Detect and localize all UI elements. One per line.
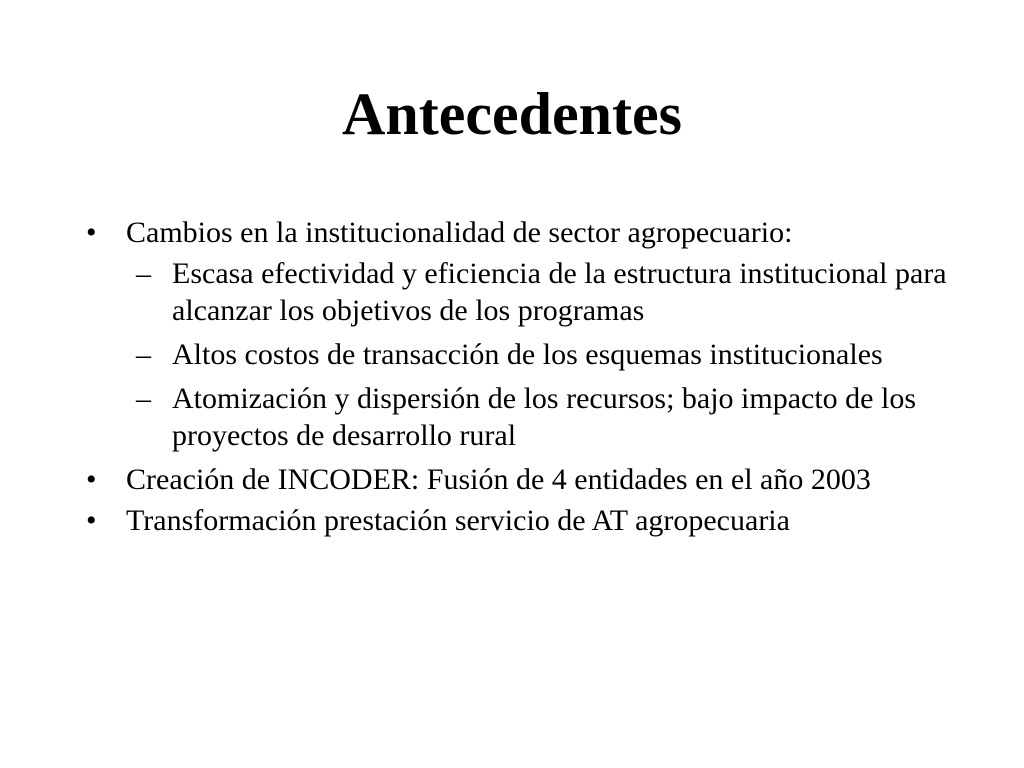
sub-item-atomizacion	[86, 380, 966, 454]
dash-icon: –	[136, 338, 151, 371]
bullet-item-institucionalidad	[86, 214, 966, 251]
slide-title: Antecedentes	[342, 81, 682, 147]
bullet-icon: •	[86, 216, 97, 249]
bullet-list	[86, 214, 966, 543]
sub-item-text: Escasa efectividad y eficiencia de la estructura institucional para alcanzar los objetivos de los programas	[172, 257, 947, 327]
sub-item-efectividad	[86, 255, 966, 329]
sub-item-costos	[86, 336, 966, 373]
bullet-icon: •	[86, 504, 97, 537]
bullet-text: Transformación prestación servicio de AT agropecuaria	[126, 504, 790, 537]
bullet-text: Creación de INCODER: Fusión de 4 entidades en el año 2003	[126, 463, 871, 496]
dash-icon: –	[136, 382, 151, 415]
bullet-item-incoder	[86, 461, 966, 498]
dash-icon: –	[136, 257, 151, 290]
sub-item-text: Atomización y dispersión de los recursos; bajo impacto de los proyectos de desarrollo rural	[172, 382, 917, 452]
bullet-item-transformacion	[86, 502, 966, 539]
sub-item-text: Altos costos de transacción de los esquemas institucionales	[172, 338, 883, 371]
bullet-icon: •	[86, 463, 97, 496]
bullet-text: Cambios en la institucionalidad de sector agropecuario:	[126, 216, 793, 249]
